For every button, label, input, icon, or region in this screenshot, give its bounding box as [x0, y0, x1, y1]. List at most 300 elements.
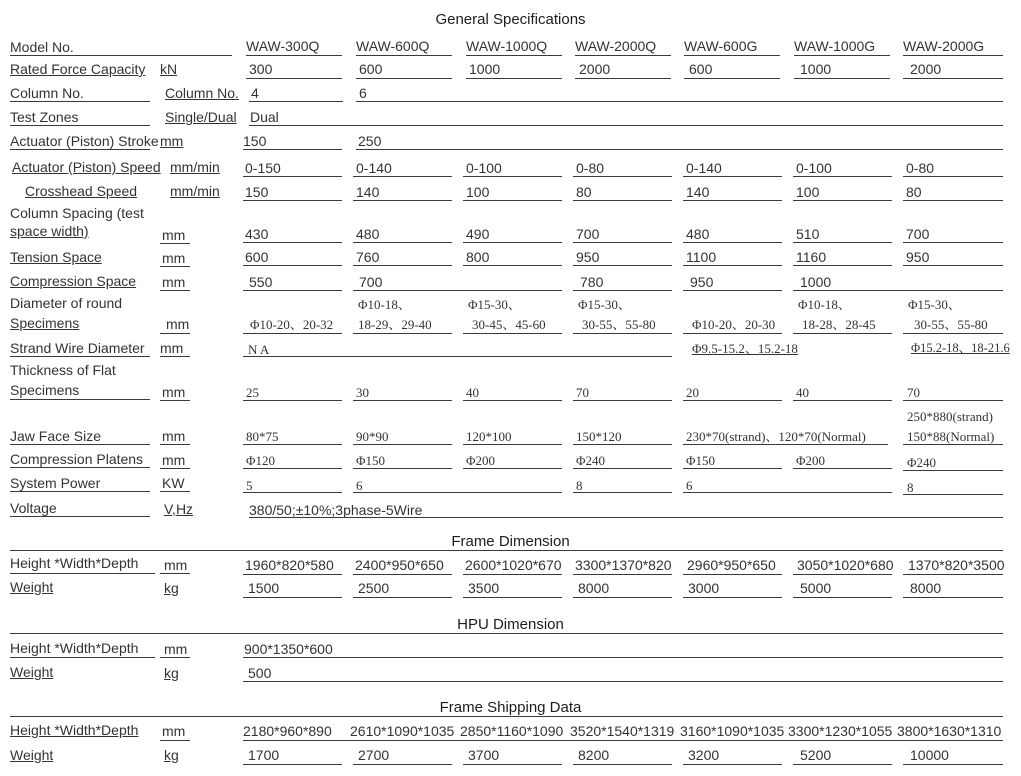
power-7: 8 — [907, 480, 914, 495]
underline — [463, 242, 562, 243]
jaw-top-7: 250*880(strand) — [907, 409, 993, 424]
section-title-hpu: HPU Dimension — [457, 616, 564, 633]
underline — [573, 200, 672, 201]
model-4: WAW-2000Q — [575, 38, 657, 54]
power-2: 6 — [356, 478, 363, 493]
force-7: 2000 — [910, 61, 942, 77]
label-column-spacing-1: Column Spacing (test — [10, 205, 144, 221]
underline — [903, 764, 1003, 765]
underline — [353, 574, 452, 575]
underline — [10, 444, 150, 445]
underline — [353, 597, 452, 598]
label-round-diameter-2: Specimens — [10, 315, 80, 331]
underline — [573, 468, 672, 469]
underline — [683, 242, 782, 243]
piston-speed-1: 0-150 — [245, 160, 281, 176]
label-model-no: Model No. — [10, 39, 74, 55]
underline — [683, 597, 782, 598]
underline — [246, 78, 342, 79]
test-zones-value: Dual — [250, 109, 279, 125]
unit-test-zones: Single/Dual — [165, 109, 237, 125]
unit-column-spacing: mm — [162, 227, 186, 243]
underline — [463, 176, 562, 177]
underline — [160, 243, 190, 244]
underline — [243, 333, 342, 334]
underline — [903, 78, 1003, 79]
underline — [903, 176, 1003, 177]
underline — [683, 290, 782, 291]
underline — [243, 242, 342, 243]
frame-hwd-3: 2600*1020*670 — [465, 557, 562, 573]
underline — [10, 573, 155, 574]
label-test-zones: Test Zones — [10, 109, 79, 125]
underline — [160, 468, 190, 469]
platen-3: Φ200 — [466, 453, 496, 468]
label-ship-hwd: Height *Width*Depth — [10, 722, 139, 738]
ship-weight-1: 1700 — [248, 747, 280, 763]
underline — [243, 657, 1003, 658]
label-compression-platens: Compression Platens — [10, 451, 144, 467]
strand-g-1: Φ9.5-15.2、15.2-18 — [692, 341, 798, 356]
underline — [353, 200, 452, 201]
label-frame-weight: Weight — [10, 579, 54, 595]
underline — [793, 200, 892, 201]
underline — [573, 290, 672, 291]
section-title-shipping: Frame Shipping Data — [439, 699, 582, 716]
frame-weight-2: 2500 — [358, 580, 390, 596]
unit-system-power: KW — [162, 475, 185, 491]
label-hpu-hwd: Height *Width*Depth — [10, 640, 139, 656]
model-6: WAW-1000G — [794, 38, 876, 54]
voltage-value: 380/50;±10%;3phase-5Wire — [249, 502, 423, 518]
underline — [356, 55, 452, 56]
underline — [683, 333, 782, 334]
flat-6: 40 — [796, 385, 809, 400]
underline — [353, 333, 452, 334]
underline — [243, 444, 342, 445]
unit-jaw-face: mm — [162, 428, 186, 444]
label-tension: Tension Space — [10, 249, 102, 265]
unit-round-diameter: mm — [166, 316, 190, 332]
unit-tension: mm — [162, 250, 186, 266]
label-strand-diameter: Strand Wire Diameter — [10, 340, 145, 356]
crosshead-4: 80 — [576, 184, 592, 200]
crosshead-5: 140 — [686, 184, 710, 200]
force-6: 1000 — [800, 61, 832, 77]
underline — [903, 574, 1003, 575]
section-title-general: General Specifications — [435, 11, 586, 28]
underline — [249, 517, 1003, 518]
underline — [353, 400, 452, 401]
underline — [903, 265, 1003, 266]
piston-speed-7: 0-80 — [906, 160, 935, 176]
round-diam-top-2: Φ10-18、 — [358, 297, 411, 312]
underline — [356, 78, 452, 79]
platen-7: Φ240 — [907, 455, 937, 470]
hpu-weight-value: 500 — [248, 665, 272, 681]
compression-space-1: 550 — [249, 274, 273, 290]
crosshead-6: 100 — [796, 184, 820, 200]
underline — [683, 176, 782, 177]
label-stroke: Actuator (Piston) Stroke — [10, 133, 159, 149]
crosshead-2: 140 — [356, 184, 380, 200]
ship-hwd-6: 3300*1230*1055 — [788, 723, 893, 739]
label-frame-hwd: Height *Width*Depth — [10, 555, 139, 571]
flat-1: 25 — [246, 385, 259, 400]
round-diam-3: 30-45、45-60 — [472, 317, 546, 332]
underline — [573, 764, 672, 765]
column-spacing-7: 700 — [906, 226, 930, 242]
underline — [160, 491, 190, 492]
underline — [463, 400, 562, 401]
ship-hwd-1: 2180*960*890 — [243, 723, 332, 739]
underline — [793, 333, 892, 334]
label-voltage: Voltage — [10, 500, 57, 516]
unit-flat-thickness: mm — [162, 384, 186, 400]
column-spacing-6: 510 — [796, 226, 820, 242]
underline — [353, 492, 562, 493]
piston-speed-3: 0-100 — [466, 160, 502, 176]
force-3: 1000 — [469, 61, 501, 77]
piston-speed-5: 0-140 — [686, 160, 722, 176]
underline — [793, 764, 892, 765]
underline — [243, 764, 342, 765]
force-1: 300 — [249, 61, 273, 77]
ship-hwd-3: 2850*1160*1090 — [460, 723, 564, 739]
piston-speed-2: 0-140 — [356, 160, 392, 176]
frame-hwd-6: 3050*1020*680 — [797, 557, 894, 573]
label-compression-space: Compression Space — [10, 273, 137, 289]
underline — [903, 470, 1003, 471]
unit-strand-diameter: mm — [160, 340, 184, 356]
underline — [463, 468, 562, 469]
frame-weight-6: 5000 — [800, 580, 832, 596]
underline — [160, 356, 190, 357]
underline — [10, 101, 150, 102]
underline — [463, 597, 562, 598]
column-no-g: 6 — [359, 85, 367, 101]
force-4: 2000 — [579, 61, 611, 77]
unit-piston-speed: mm/min — [170, 159, 220, 175]
underline — [794, 55, 890, 56]
label-crosshead-speed: Crosshead Speed — [25, 183, 138, 199]
ship-weight-5: 3200 — [688, 747, 720, 763]
underline — [903, 242, 1003, 243]
underline — [160, 290, 190, 291]
jaw-3: 120*100 — [466, 429, 512, 444]
platen-6: Φ200 — [796, 453, 826, 468]
round-diam-5: Φ10-20、20-30 — [692, 317, 776, 332]
underline — [573, 492, 672, 493]
underline — [160, 573, 190, 574]
tension-7: 950 — [906, 249, 930, 265]
ship-hwd-4: 3520*1540*1319 — [570, 723, 675, 739]
flat-3: 40 — [466, 385, 479, 400]
unit-frame-hwd: mm — [164, 557, 188, 573]
underline — [463, 764, 562, 765]
underline — [353, 290, 562, 291]
label-ship-weight: Weight — [10, 747, 54, 763]
model-5: WAW-600G — [684, 38, 758, 54]
underline — [243, 149, 342, 150]
unit-stroke: mm — [160, 133, 184, 149]
underline — [793, 265, 892, 266]
underline — [10, 516, 150, 517]
compression-space-4: 950 — [690, 274, 714, 290]
underline — [160, 740, 190, 741]
column-no-q: 4 — [251, 85, 259, 101]
power-4: 8 — [576, 478, 583, 493]
flat-7: 70 — [907, 385, 920, 400]
frame-weight-1: 1500 — [248, 580, 280, 596]
underline — [160, 657, 190, 658]
compression-space-2: 700 — [359, 274, 383, 290]
underline — [793, 597, 892, 598]
underline — [573, 597, 672, 598]
frame-hwd-5: 2960*950*650 — [687, 557, 776, 573]
section-rule — [10, 550, 1003, 551]
underline — [10, 467, 150, 468]
underline — [903, 55, 1003, 56]
unit-frame-weight: kg — [164, 580, 179, 596]
platen-1: Φ120 — [246, 453, 276, 468]
underline — [793, 468, 892, 469]
section-rule — [10, 633, 1003, 634]
underline — [683, 492, 892, 493]
section-title-frame: Frame Dimension — [451, 533, 570, 550]
flat-4: 70 — [576, 385, 589, 400]
underline — [243, 574, 342, 575]
underline — [243, 200, 342, 201]
piston-speed-4: 0-80 — [576, 160, 605, 176]
ship-weight-2: 2700 — [358, 747, 390, 763]
underline — [903, 597, 1003, 598]
underline — [353, 468, 452, 469]
platen-4: Φ240 — [576, 453, 606, 468]
underline — [903, 444, 1003, 445]
flat-5: 20 — [686, 385, 699, 400]
underline — [10, 55, 232, 56]
strand-na: N A — [248, 342, 270, 357]
flat-2: 30 — [356, 385, 369, 400]
underline — [684, 55, 780, 56]
unit-hpu-weight: kg — [164, 665, 179, 681]
stroke-g: 250 — [358, 133, 382, 149]
underline — [249, 101, 343, 102]
underline — [463, 444, 562, 445]
underline — [684, 78, 780, 79]
crosshead-1: 150 — [245, 184, 269, 200]
compression-space-5: 1000 — [800, 274, 832, 290]
underline — [463, 574, 562, 575]
unit-crosshead-speed: mm/min — [170, 183, 220, 199]
underline — [683, 468, 782, 469]
column-spacing-4: 700 — [576, 226, 600, 242]
unit-compression-space: mm — [162, 274, 186, 290]
round-diam-6: 18-28、28-45 — [802, 317, 876, 332]
underline — [903, 400, 1003, 401]
underline — [10, 491, 150, 492]
unit-force: kN — [160, 61, 178, 77]
frame-weight-7: 8000 — [910, 580, 942, 596]
compression-space-3: 780 — [580, 274, 604, 290]
round-diam-top-3: Φ15-30、 — [468, 297, 521, 312]
column-spacing-5: 480 — [686, 226, 710, 242]
underline — [466, 78, 562, 79]
label-hpu-weight: Weight — [10, 664, 54, 680]
piston-speed-6: 0-100 — [796, 160, 832, 176]
section-rule — [10, 716, 1003, 717]
underline — [243, 176, 342, 177]
underline — [575, 55, 671, 56]
underline — [683, 444, 888, 445]
underline — [575, 78, 671, 79]
underline — [243, 265, 342, 266]
jaw-7: 150*88(Normal) — [907, 429, 995, 444]
unit-ship-weight: kg — [164, 747, 179, 763]
model-3: WAW-1000Q — [466, 38, 548, 54]
underline — [243, 290, 342, 291]
underline — [794, 78, 890, 79]
column-spacing-3: 490 — [466, 226, 490, 242]
force-2: 600 — [359, 61, 383, 77]
underline — [243, 400, 342, 401]
stroke-q: 150 — [243, 133, 267, 149]
tension-5: 1100 — [686, 249, 717, 265]
ship-weight-4: 8200 — [578, 747, 610, 763]
frame-weight-3: 3500 — [468, 580, 500, 596]
underline — [243, 356, 672, 357]
underline — [683, 200, 782, 201]
underline — [793, 290, 1003, 291]
frame-hwd-7: 1370*820*3500 — [908, 557, 1005, 573]
jaw-1: 80*75 — [246, 429, 279, 444]
hpu-hwd-value: 900*1350*600 — [244, 641, 333, 657]
underline — [10, 399, 150, 400]
label-piston-speed: Actuator (Piston) Speed — [12, 159, 161, 175]
label-jaw-face: Jaw Face Size — [10, 428, 102, 444]
force-5: 600 — [689, 61, 713, 77]
underline — [683, 265, 782, 266]
label-force: Rated Force Capacity — [10, 61, 146, 77]
power-5: 6 — [686, 478, 693, 493]
underline — [356, 101, 1003, 102]
round-diam-4: 30-55、55-80 — [582, 317, 656, 332]
jaw-4: 150*120 — [576, 429, 622, 444]
jaw-5-6: 230*70(strand)、120*70(Normal) — [686, 429, 866, 444]
label-round-diameter-1: Diameter of round — [10, 295, 123, 311]
column-spacing-1: 430 — [245, 226, 269, 242]
underline — [160, 266, 190, 267]
underline — [243, 597, 342, 598]
frame-hwd-4: 3300*1370*820 — [575, 557, 672, 573]
strand-g-2: Φ15.2-18、18-21.6 — [911, 341, 1010, 355]
underline — [463, 265, 562, 266]
underline — [10, 149, 150, 150]
underline — [573, 400, 672, 401]
unit-hpu-hwd: mm — [164, 641, 188, 657]
underline — [243, 468, 342, 469]
underline — [683, 400, 782, 401]
underline — [243, 681, 1003, 682]
round-diam-2: 18-29、29-40 — [358, 317, 432, 332]
unit-ship-hwd: mm — [162, 723, 186, 739]
frame-weight-5: 3000 — [688, 580, 720, 596]
ship-weight-7: 10000 — [910, 747, 949, 763]
underline — [903, 494, 1003, 495]
unit-compression-platens: mm — [162, 452, 186, 468]
ship-weight-3: 3700 — [468, 747, 500, 763]
ship-hwd-7: 3800*1630*1310 — [897, 723, 1002, 739]
round-diam-top-6: Φ10-18、 — [798, 297, 851, 312]
label-column-no: Column No. — [10, 85, 84, 101]
underline — [10, 356, 150, 357]
underline — [246, 55, 342, 56]
unit-column-no: Column No. — [165, 85, 239, 101]
underline — [160, 333, 190, 334]
model-7: WAW-2000G — [903, 38, 985, 54]
underline — [353, 265, 452, 266]
underline — [903, 200, 1003, 201]
underline — [573, 176, 672, 177]
underline — [793, 400, 892, 401]
underline — [356, 149, 1003, 150]
underline — [466, 55, 562, 56]
jaw-2: 90*90 — [356, 429, 389, 444]
label-flat-thickness-1: Thickness of Flat — [10, 362, 116, 378]
round-diam-top-7: Φ15-30、 — [908, 297, 961, 312]
underline — [463, 333, 562, 334]
ship-weight-6: 5200 — [800, 747, 832, 763]
column-spacing-2: 480 — [356, 226, 380, 242]
tension-6: 1160 — [796, 249, 827, 265]
underline — [463, 200, 562, 201]
underline — [353, 176, 452, 177]
round-diam-7: 30-55、55-80 — [914, 317, 988, 332]
underline — [243, 740, 1003, 741]
round-diam-1: Φ10-20、20-32 — [250, 317, 334, 332]
underline — [573, 444, 672, 445]
label-flat-thickness-2: Specimens — [10, 382, 80, 398]
tension-4: 950 — [576, 249, 600, 265]
frame-hwd-1: 1960*820*580 — [245, 557, 334, 573]
underline — [573, 265, 672, 266]
ship-hwd-2: 2610*1090*1035 — [350, 723, 455, 739]
platen-2: Φ150 — [356, 453, 386, 468]
underline — [793, 242, 892, 243]
underline — [249, 125, 1003, 126]
label-column-spacing-2: space width) — [10, 223, 89, 239]
underline — [573, 333, 672, 334]
ship-hwd-5: 3160*1090*1035 — [680, 723, 785, 739]
underline — [160, 400, 190, 401]
label-system-power: System Power — [10, 475, 101, 491]
crosshead-3: 100 — [466, 184, 490, 200]
underline — [160, 444, 190, 445]
round-diam-top-4: Φ15-30、 — [578, 297, 631, 312]
underline — [10, 657, 155, 658]
tension-1: 600 — [245, 249, 269, 265]
underline — [243, 492, 342, 493]
underline — [683, 574, 782, 575]
frame-weight-4: 8000 — [578, 580, 610, 596]
underline — [793, 176, 892, 177]
underline — [903, 333, 1003, 334]
tension-3: 800 — [466, 249, 490, 265]
underline — [793, 574, 892, 575]
frame-hwd-2: 2400*950*650 — [355, 557, 444, 573]
tension-2: 760 — [356, 249, 380, 265]
